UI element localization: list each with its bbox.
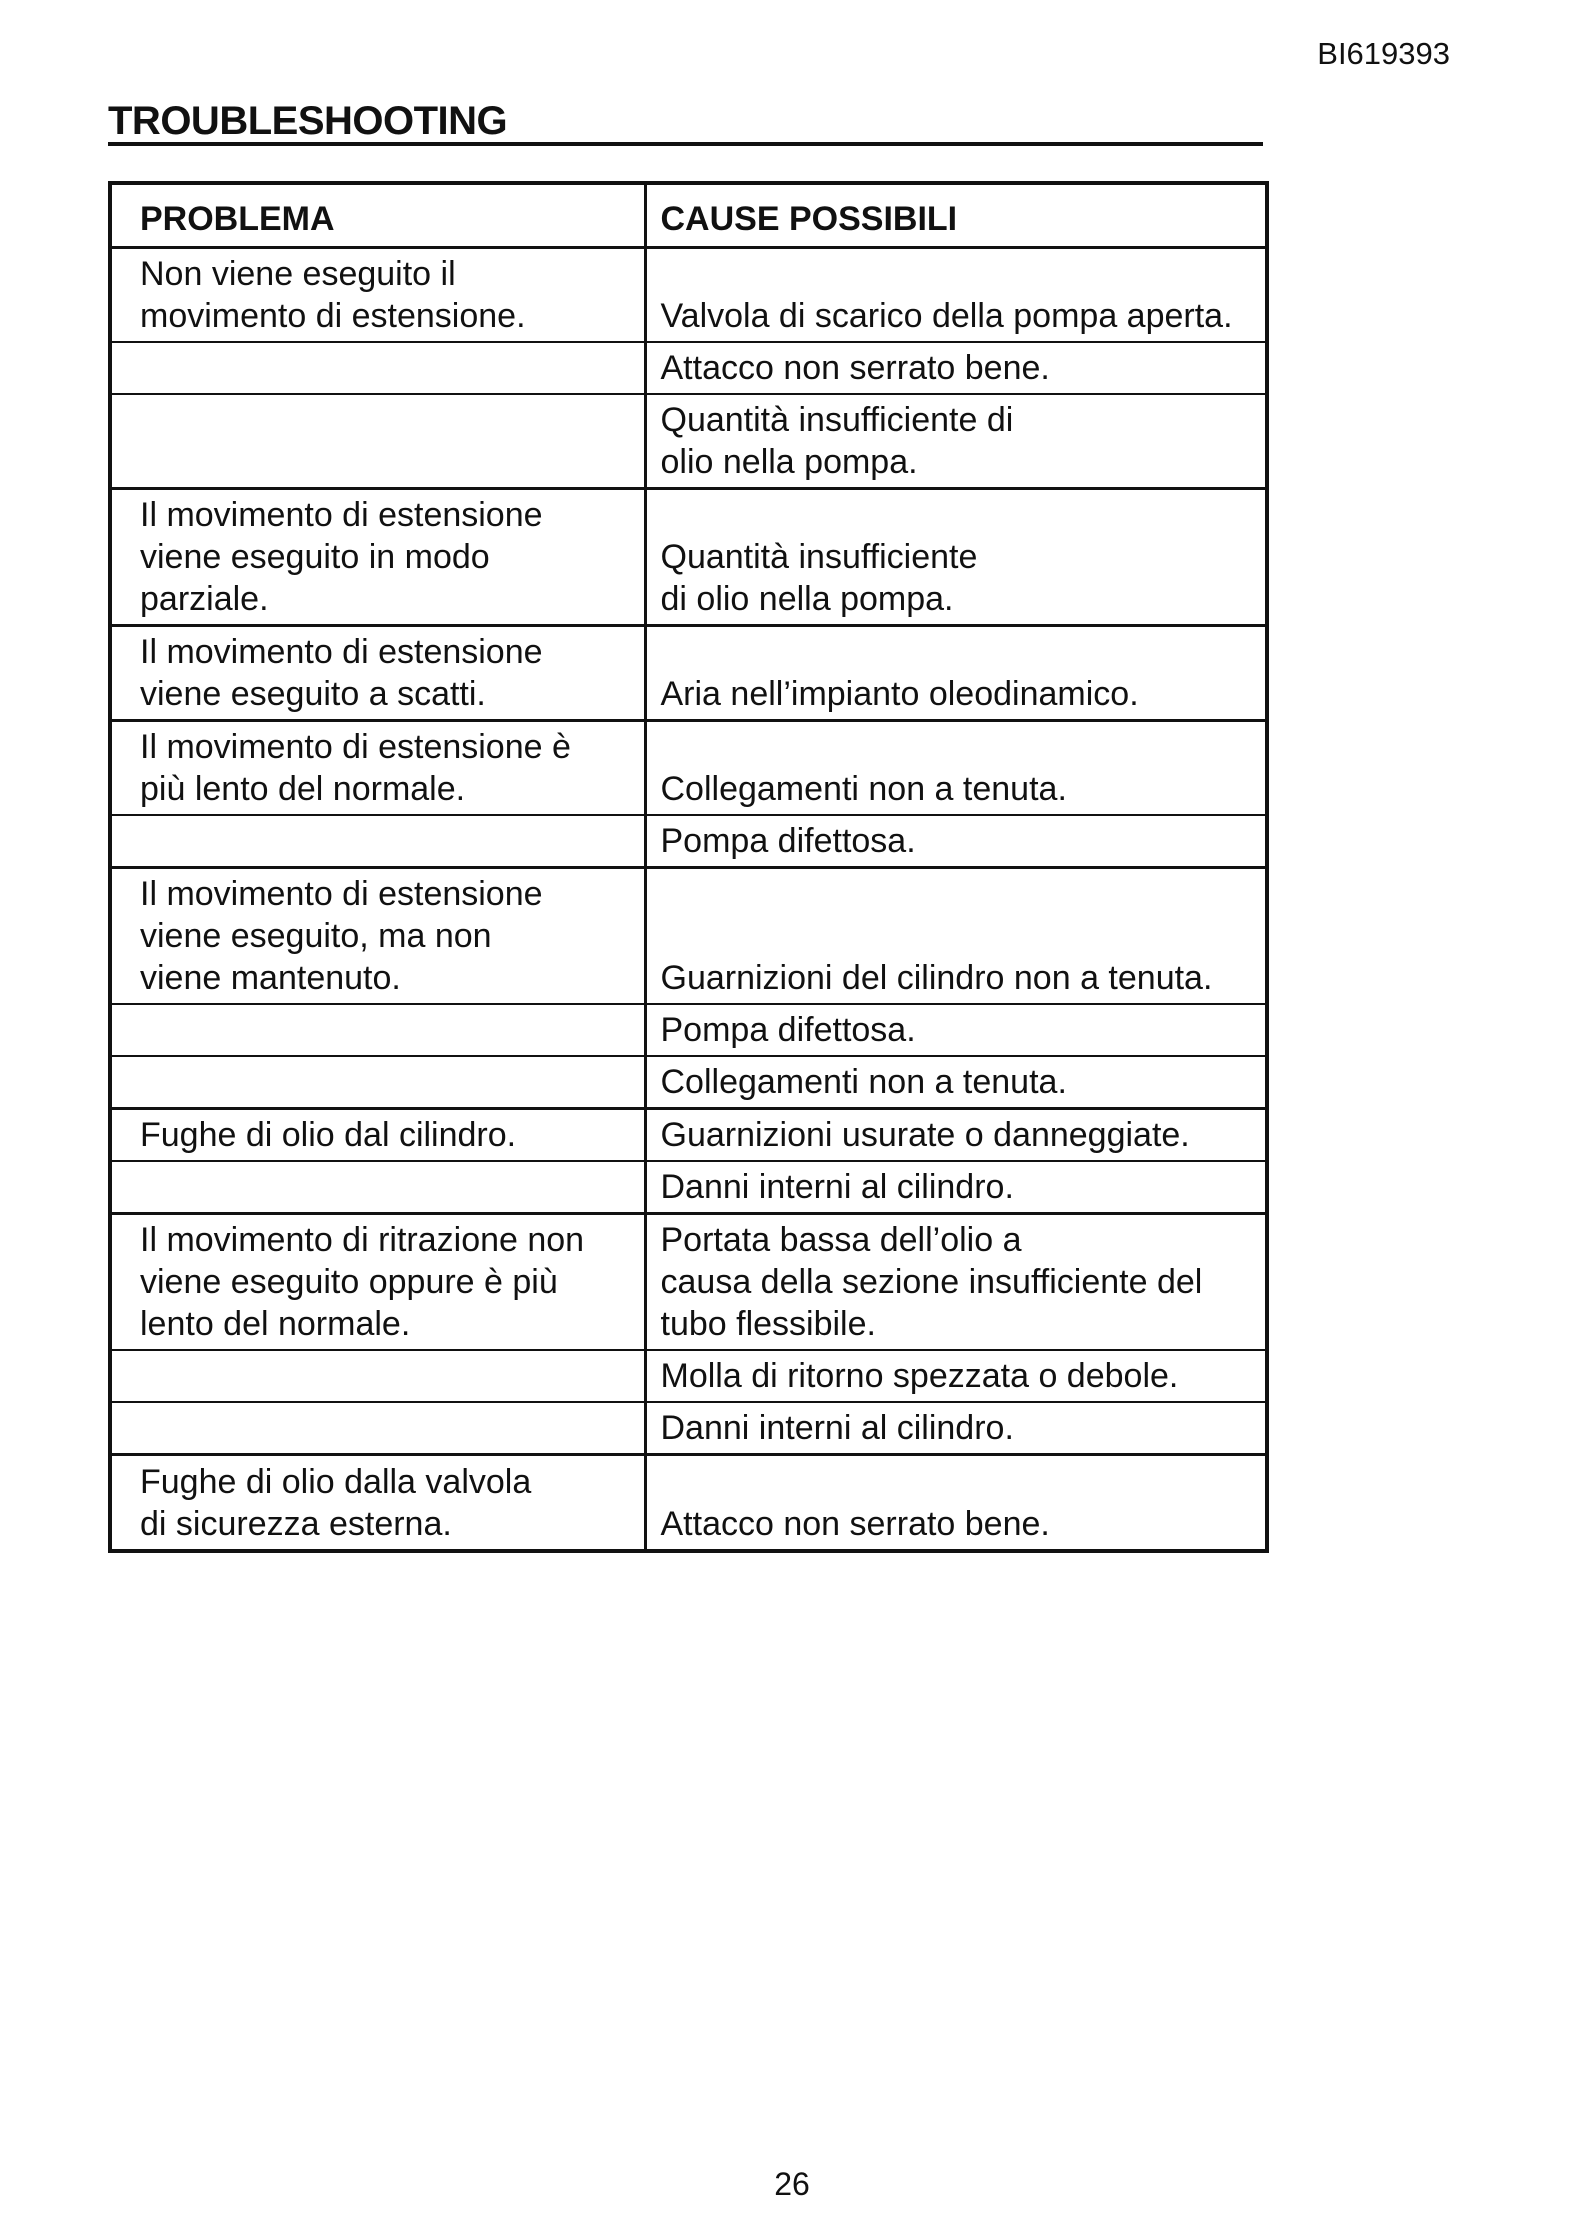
problem-text: Non viene eseguito il movimento di estensione. bbox=[140, 255, 526, 335]
problem-text: Il movimento di estensione viene eseguito, ma non viene mantenuto. bbox=[140, 875, 543, 997]
cause-text: Quantità insufficiente di olio nella pompa. bbox=[660, 538, 978, 618]
problem-text: Il movimento di ritrazione non viene eseguito oppure è più lento del normale. bbox=[140, 1221, 585, 1343]
problem-text bbox=[112, 858, 644, 866]
table-row bbox=[110, 248, 1267, 343]
cause-cell bbox=[645, 721, 1267, 816]
problem-text bbox=[112, 1047, 644, 1055]
problem-cell bbox=[110, 815, 645, 868]
cause-text: Guarnizioni del cilindro non a tenuta. bbox=[660, 959, 1213, 997]
table-row bbox=[110, 489, 1267, 626]
cause-cell bbox=[645, 489, 1267, 626]
table-row bbox=[110, 1161, 1267, 1214]
problem-text bbox=[112, 1099, 644, 1107]
table-row bbox=[110, 1056, 1267, 1109]
page-number: 26 bbox=[774, 2166, 810, 2202]
cause-text: Collegamenti non a tenuta. bbox=[660, 770, 1067, 808]
cause-cell bbox=[645, 626, 1267, 721]
table-row bbox=[110, 1109, 1267, 1162]
table-row bbox=[110, 1350, 1267, 1402]
problem-text bbox=[112, 1204, 644, 1212]
cause-cell bbox=[645, 815, 1267, 868]
header-row bbox=[110, 183, 1267, 248]
cause-text: Danni interni al cilindro. bbox=[660, 1409, 1014, 1447]
cause-text: Attacco non serrato bene. bbox=[660, 349, 1050, 387]
table-row bbox=[110, 721, 1267, 816]
cause-cell bbox=[645, 1161, 1267, 1214]
problem-cell bbox=[110, 248, 645, 343]
table-row bbox=[110, 1455, 1267, 1551]
problem-cell bbox=[110, 1004, 645, 1056]
problem-cell bbox=[110, 1214, 645, 1351]
cause-text: Pompa difettosa. bbox=[660, 1011, 916, 1049]
table-body bbox=[110, 248, 1267, 1551]
cause-text: Molla di ritorno spezzata o debole. bbox=[660, 1357, 1179, 1395]
cause-cell bbox=[645, 248, 1267, 343]
problem-cell bbox=[110, 1161, 645, 1214]
problem-cell bbox=[110, 1350, 645, 1402]
troubleshooting-table bbox=[108, 181, 1269, 1553]
column-header-cause: CAUSE POSSIBILI bbox=[645, 183, 1267, 248]
cause-cell bbox=[645, 342, 1267, 394]
problem-cell bbox=[110, 1402, 645, 1455]
cause-text: Attacco non serrato bene. bbox=[660, 1504, 1050, 1543]
cause-text: Aria nell’impianto oleodinamico. bbox=[660, 675, 1139, 713]
problem-text bbox=[112, 1393, 644, 1401]
cause-text: Valvola di scarico della pompa aperta. bbox=[660, 297, 1233, 335]
problem-cell bbox=[110, 489, 645, 626]
table-row bbox=[110, 394, 1267, 489]
problem-cell bbox=[110, 394, 645, 489]
problem-text: Il movimento di estensione viene eseguito a scatti. bbox=[140, 633, 543, 713]
table-row bbox=[110, 815, 1267, 868]
problem-text: Il movimento di estensione è più lento del normale. bbox=[140, 728, 571, 808]
page-title: TROUBLESHOOTING bbox=[108, 98, 1263, 146]
problem-text bbox=[112, 385, 644, 393]
problem-text: Fughe di olio dalla valvola di sicurezza esterna. bbox=[140, 1462, 532, 1543]
cause-cell bbox=[645, 1214, 1267, 1351]
document-code: BI619393 bbox=[1317, 36, 1450, 71]
cause-text: Danni interni al cilindro. bbox=[660, 1168, 1014, 1206]
column-header-problem: PROBLEMA bbox=[110, 183, 645, 248]
problem-text: Il movimento di estensione viene eseguito in modo parziale. bbox=[140, 496, 543, 618]
cause-text: Pompa difettosa. bbox=[660, 822, 916, 860]
problem-text bbox=[112, 479, 644, 487]
table-row bbox=[110, 1402, 1267, 1455]
problem-cell bbox=[110, 1056, 645, 1109]
cause-text: Guarnizioni usurate o danneggiate. bbox=[660, 1116, 1190, 1154]
problem-cell bbox=[110, 1455, 645, 1551]
table-row bbox=[110, 626, 1267, 721]
cause-cell bbox=[645, 1402, 1267, 1455]
problem-text: Fughe di olio dal cilindro. bbox=[140, 1116, 517, 1154]
problem-text bbox=[112, 1445, 644, 1453]
problem-cell bbox=[110, 868, 645, 1005]
problem-cell bbox=[110, 342, 645, 394]
table-row bbox=[110, 342, 1267, 394]
table-row bbox=[110, 868, 1267, 1005]
cause-cell bbox=[645, 1350, 1267, 1402]
problem-cell bbox=[110, 1109, 645, 1162]
cause-cell bbox=[645, 1056, 1267, 1109]
cause-cell bbox=[645, 868, 1267, 1005]
problem-cell bbox=[110, 721, 645, 816]
cause-text: Collegamenti non a tenuta. bbox=[660, 1063, 1067, 1101]
cause-cell bbox=[645, 1004, 1267, 1056]
table-row bbox=[110, 1214, 1267, 1351]
table-header bbox=[110, 183, 1267, 248]
cause-cell bbox=[645, 1109, 1267, 1162]
cause-cell bbox=[645, 1455, 1267, 1551]
problem-cell bbox=[110, 626, 645, 721]
table-row bbox=[110, 1004, 1267, 1056]
cause-text: Quantità insufficiente di olio nella pompa. bbox=[660, 401, 1014, 481]
cause-text: Portata bassa dell’olio a causa della sezione insufficiente del tubo flessibile. bbox=[660, 1221, 1203, 1343]
cause-cell bbox=[645, 394, 1267, 489]
